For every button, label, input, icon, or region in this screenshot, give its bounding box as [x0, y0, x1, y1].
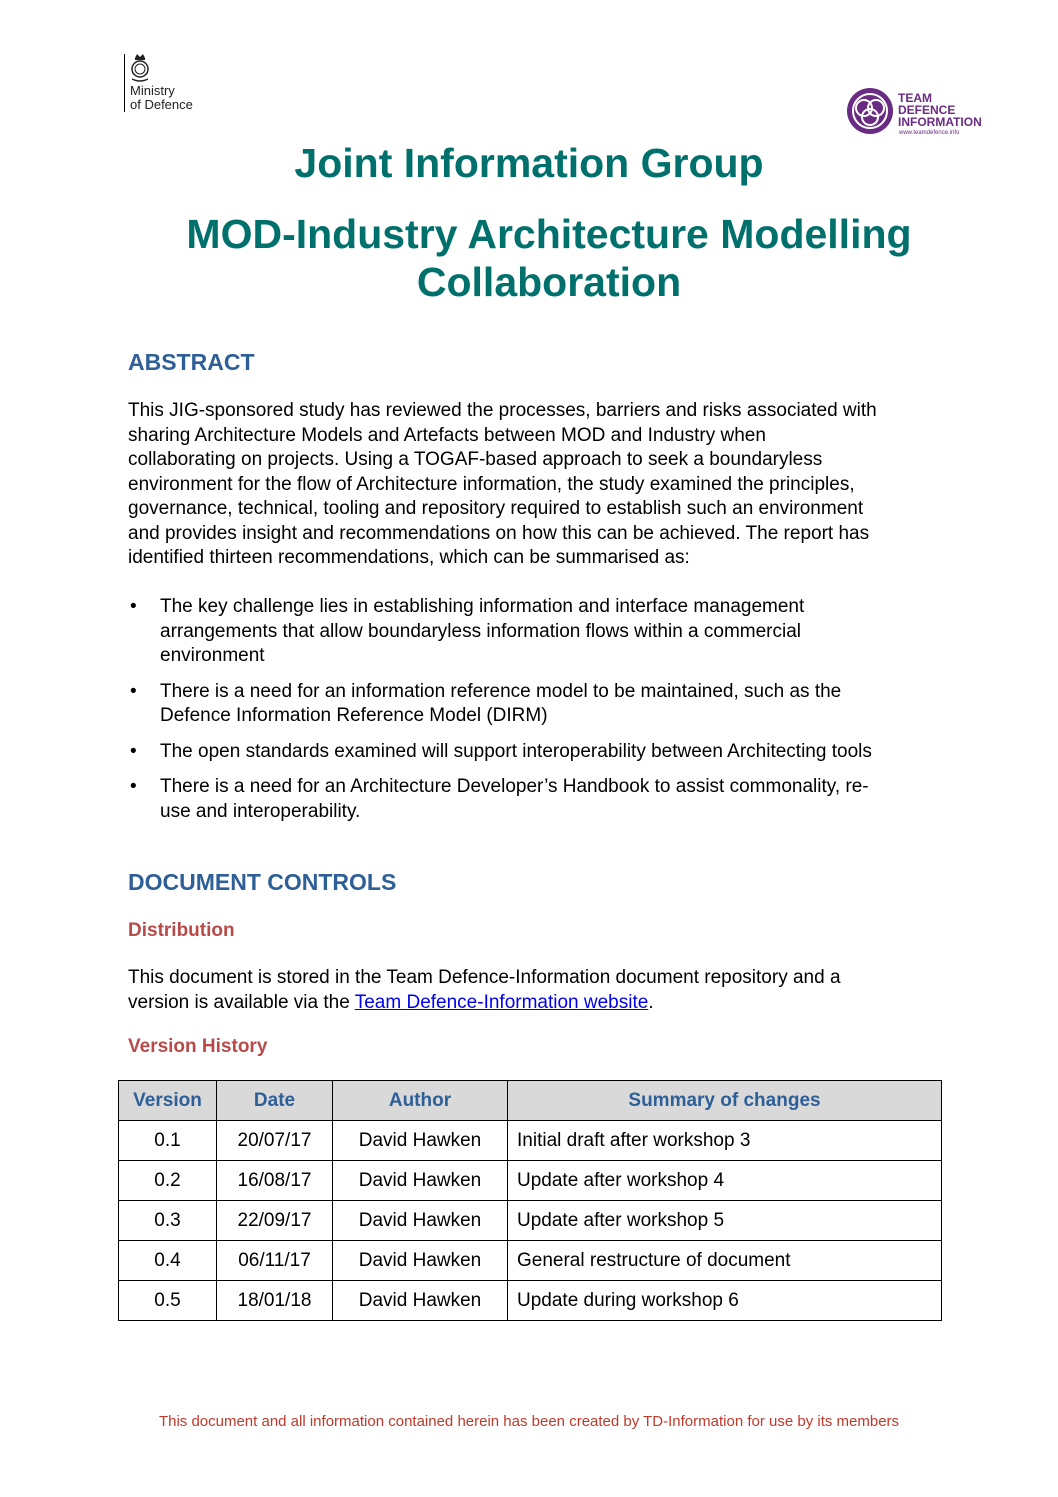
abstract-heading: ABSTRACT — [128, 349, 255, 375]
cell-summary: General restructure of document — [508, 1241, 942, 1281]
bullet-icon: • — [130, 740, 137, 762]
table-header-row — [119, 1081, 942, 1121]
abstract-line: and provides insight and recommendations on how this can be achieved. The report has — [128, 522, 870, 544]
table-row — [119, 1281, 942, 1321]
cell-summary: Initial draft after workshop 3 — [508, 1121, 942, 1161]
list-item-line: There is a need for an Architecture Developer’s Handbook to assist commonality, re- — [160, 776, 869, 797]
abstract-line: This JIG-sponsored study has reviewed the processes, barriers and risks associated with — [128, 400, 877, 421]
cell-summary: Update after workshop 5 — [508, 1201, 942, 1241]
table-row — [119, 1121, 942, 1161]
column-header-date: Date — [217, 1081, 333, 1121]
cell-summary: Update during workshop 6 — [508, 1281, 942, 1321]
abstract-line: governance, technical, tooling and repository required to establish such an environment — [128, 498, 864, 519]
page-subtitle — [0, 210, 1058, 306]
list-item-line: The key challenge lies in establishing information and interface management — [160, 596, 805, 617]
table-row — [119, 1201, 942, 1241]
column-header-summary: Summary of changes — [508, 1081, 942, 1121]
column-header-author: Author — [333, 1081, 508, 1121]
list-item-line: arrangements that allow boundaryless information flows within a commercial — [160, 620, 802, 642]
team-defence-information-logo — [845, 86, 982, 138]
td-knot-icon — [845, 86, 895, 136]
distribution-text: version is available via the — [128, 991, 355, 1013]
cell-date: 16/08/17 — [217, 1161, 333, 1201]
list-item — [128, 740, 973, 765]
document-controls-heading: DOCUMENT CONTROLS — [128, 869, 397, 895]
cell-date: 20/07/17 — [217, 1121, 333, 1161]
recommendations-list — [128, 595, 973, 835]
list-item — [128, 680, 973, 729]
list-item — [128, 775, 973, 824]
table-row — [119, 1161, 942, 1201]
cell-author: David Hawken — [333, 1281, 508, 1321]
cell-author: David Hawken — [333, 1201, 508, 1241]
distribution-period: . — [648, 991, 654, 1013]
bullet-icon: • — [130, 776, 137, 797]
cell-version: 0.5 — [119, 1281, 217, 1321]
td-logo-line1: TEAM — [898, 91, 932, 105]
cell-date: 06/11/17 — [217, 1241, 333, 1281]
abstract-line: identified thirteen recommendations, which can be summarised as: — [128, 547, 690, 568]
cell-date: 18/01/18 — [217, 1281, 333, 1321]
page-subtitle-line1: MOD-Industry Architecture Modelling — [186, 211, 912, 257]
cell-version: 0.1 — [119, 1121, 217, 1161]
distribution-paragraph — [128, 966, 973, 1015]
td-logo-text — [898, 92, 982, 128]
mod-logo-line2: of Defence — [130, 97, 193, 112]
column-header-version: Version — [119, 1081, 217, 1121]
bullet-icon: • — [130, 596, 137, 617]
abstract-line: collaborating on projects. Using a TOGAF-based approach to seek a boundaryless — [128, 449, 823, 470]
royal-crest-icon — [129, 52, 151, 82]
list-item-line: environment — [160, 645, 265, 666]
mod-logo-text — [130, 84, 193, 112]
cell-date: 22/09/17 — [217, 1201, 333, 1241]
list-item-line: Defence Information Reference Model (DIRM) — [160, 705, 548, 726]
distribution-heading: Distribution — [128, 920, 235, 941]
td-logo-url: www.teamdefence.info — [899, 130, 960, 136]
cell-version: 0.2 — [119, 1161, 217, 1201]
cell-version: 0.3 — [119, 1201, 217, 1241]
td-logo-line2: DEFENCE — [898, 103, 956, 117]
page-subtitle-line2: Collaboration — [416, 259, 682, 305]
list-item-line: The open standards examined will support interoperability between Architecting tools — [160, 740, 872, 762]
list-item-line: use and interoperability. — [160, 800, 361, 822]
version-history-heading: Version History — [128, 1036, 268, 1057]
team-defence-website-link[interactable]: Team Defence-Information website — [354, 991, 649, 1013]
cell-version: 0.4 — [119, 1241, 217, 1281]
list-item — [128, 595, 973, 669]
cell-author: David Hawken — [333, 1241, 508, 1281]
cell-summary: Update after workshop 4 — [508, 1161, 942, 1201]
mod-logo — [124, 52, 214, 114]
cell-author: David Hawken — [333, 1121, 508, 1161]
table-row — [119, 1241, 942, 1281]
distribution-line: This document is stored in the Team Defence-Information document repository and a — [128, 967, 841, 988]
list-item-line: There is a need for an information reference model to be maintained, such as the — [160, 680, 842, 702]
mod-logo-rule — [124, 54, 125, 112]
bullet-icon: • — [130, 680, 137, 702]
td-logo-line3: INFORMATION — [898, 115, 982, 129]
abstract-line: environment for the flow of Architecture information, the study examined the principles, — [128, 473, 855, 495]
distribution-line-with-link — [128, 991, 973, 1016]
abstract-line: sharing Architecture Models and Artefacts between MOD and Industry when — [128, 424, 766, 446]
cell-author: David Hawken — [333, 1161, 508, 1201]
footer-notice: This document and all information contained herein has been created by TD-Information for use by its members — [158, 1413, 900, 1430]
version-history-table — [118, 1080, 942, 1321]
page-title: Joint Information Group — [294, 140, 764, 186]
mod-logo-line1: Ministry — [130, 83, 175, 98]
abstract-paragraph — [128, 399, 973, 571]
